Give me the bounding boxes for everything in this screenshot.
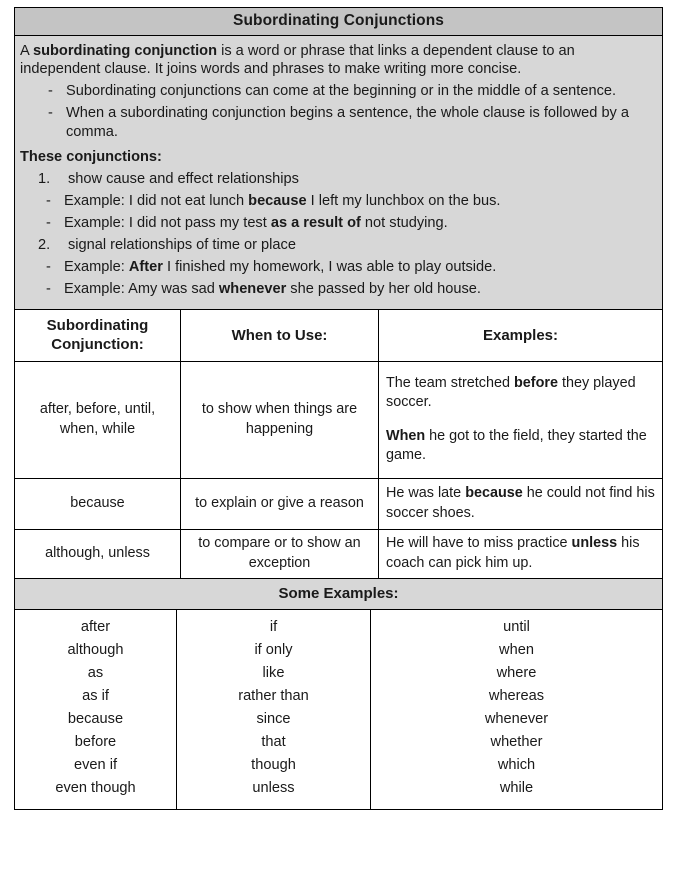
word-item: as <box>87 664 104 681</box>
cell-conjunction: because <box>15 478 181 529</box>
list-item <box>20 192 654 211</box>
example-post: not studying. <box>360 215 448 232</box>
list-item <box>20 82 654 101</box>
example-post: I finished my homework, I was able to play outside. <box>162 259 497 276</box>
word-item: as if <box>82 687 109 704</box>
word-column-1 <box>15 610 177 810</box>
word-item: after <box>80 618 111 635</box>
example-sentence <box>386 484 655 522</box>
example-post: he could not find his soccer shoes. <box>386 485 655 521</box>
column-header-conjunction: Subordinating Conjunction: <box>15 310 181 361</box>
intro-bullet-text: Subordinating conjunctions can come at the beginning or in the middle of a sentence. <box>66 83 617 100</box>
example-pre: Example: I did not eat lunch <box>64 193 249 210</box>
list-item <box>20 280 654 299</box>
numbered-conjunction-list <box>20 170 654 299</box>
example-pre: Example: I did not pass my test <box>64 215 271 232</box>
numbered-item-text: show cause and effect relationships <box>68 171 299 188</box>
example-pre: Example: Amy was sad <box>64 281 219 298</box>
word-item: when <box>499 641 534 658</box>
list-item <box>20 214 654 233</box>
intro-lead-pre: A <box>20 42 33 59</box>
word-item: whether <box>490 733 543 750</box>
intro-bullet-list <box>20 82 654 142</box>
page-title: Subordinating Conjunctions <box>14 7 663 35</box>
intro-bullet-text: When a subordinating conjunction begins a sentence, the whole clause is followed by a comma. <box>66 105 630 141</box>
example-sentence <box>386 427 655 465</box>
example-bold: because <box>465 485 523 502</box>
example-post: he got to the field, they started the game. <box>386 427 647 463</box>
table-row <box>15 361 663 478</box>
word-item: because <box>67 710 124 727</box>
numbered-item-text: signal relationships of time or place <box>68 237 296 254</box>
word-column-3 <box>371 610 663 810</box>
word-item: whenever <box>484 710 549 727</box>
example-pre: Example: <box>64 259 129 276</box>
example-sublist <box>20 258 654 299</box>
cell-when-to-use: to compare or to show an exception <box>181 529 379 578</box>
example-pre: He will have to miss practice <box>386 535 572 552</box>
word-item: though <box>251 756 296 773</box>
intro-lead-bold: subordinating conjunction <box>32 42 218 59</box>
word-item: which <box>497 756 536 773</box>
intro-section <box>14 35 663 310</box>
cell-examples <box>379 529 663 578</box>
word-item: even though <box>55 779 136 796</box>
word-item: while <box>499 779 534 796</box>
example-pre: He was late <box>386 485 466 502</box>
example-bold: After <box>128 259 163 276</box>
column-header-examples: Examples: <box>379 310 663 361</box>
example-bold: whenever <box>218 281 287 298</box>
example-pre: The team stretched <box>386 375 514 392</box>
example-bold: before <box>513 375 558 392</box>
example-bold: unless <box>571 535 618 552</box>
example-bold: because <box>248 193 307 210</box>
word-item: that <box>261 733 286 750</box>
word-item: if only <box>254 641 293 658</box>
cell-examples <box>379 361 663 478</box>
cell-when-to-use: to explain or give a reason <box>181 478 379 529</box>
example-post: I left my lunchbox on the bus. <box>306 193 501 210</box>
word-item: until <box>503 618 530 635</box>
intro-lead-paragraph <box>20 42 654 80</box>
list-item <box>20 104 654 142</box>
example-words-table <box>14 610 663 810</box>
example-bold: as a result of <box>270 215 361 232</box>
table-header-row <box>15 310 663 361</box>
example-sentence <box>386 534 655 572</box>
cell-when-to-use: to show when things are happening <box>181 361 379 478</box>
word-column-2 <box>177 610 371 810</box>
word-item: where <box>496 664 537 681</box>
word-item: if <box>269 618 278 635</box>
list-item <box>20 258 654 277</box>
cell-examples <box>379 478 663 529</box>
word-item: since <box>256 710 291 727</box>
worksheet <box>14 7 663 810</box>
conjunction-reference-table <box>14 309 663 578</box>
column-header-when-to-use: When to Use: <box>181 310 379 361</box>
example-sublist <box>20 192 654 233</box>
intro-lead-post: is a word or phrase that links a dependent clause to an independent clause. It joins words and phrases to make writing more concise. <box>20 42 575 78</box>
example-post: she passed by her old house. <box>286 281 481 298</box>
cell-conjunction: after, before, until, when, while <box>15 361 181 478</box>
table-row <box>15 529 663 578</box>
word-item: before <box>74 733 117 750</box>
word-item: rather than <box>238 687 309 704</box>
cell-conjunction: although, unless <box>15 529 181 578</box>
example-post: his coach can pick him up. <box>386 535 640 571</box>
some-examples-heading: Some Examples: <box>14 579 663 610</box>
table-row <box>15 478 663 529</box>
table-row <box>15 610 663 810</box>
example-post: they played soccer. <box>386 375 636 411</box>
word-item: although <box>67 641 124 658</box>
these-conjunctions-heading: These conjunctions: <box>20 149 162 166</box>
word-item: unless <box>252 779 295 796</box>
example-sentence <box>386 374 655 412</box>
word-item: whereas <box>488 687 545 704</box>
word-item: like <box>262 664 285 681</box>
list-item <box>20 170 654 189</box>
word-item: even if <box>74 756 117 773</box>
example-bold: When <box>386 427 426 444</box>
list-item <box>20 236 654 255</box>
